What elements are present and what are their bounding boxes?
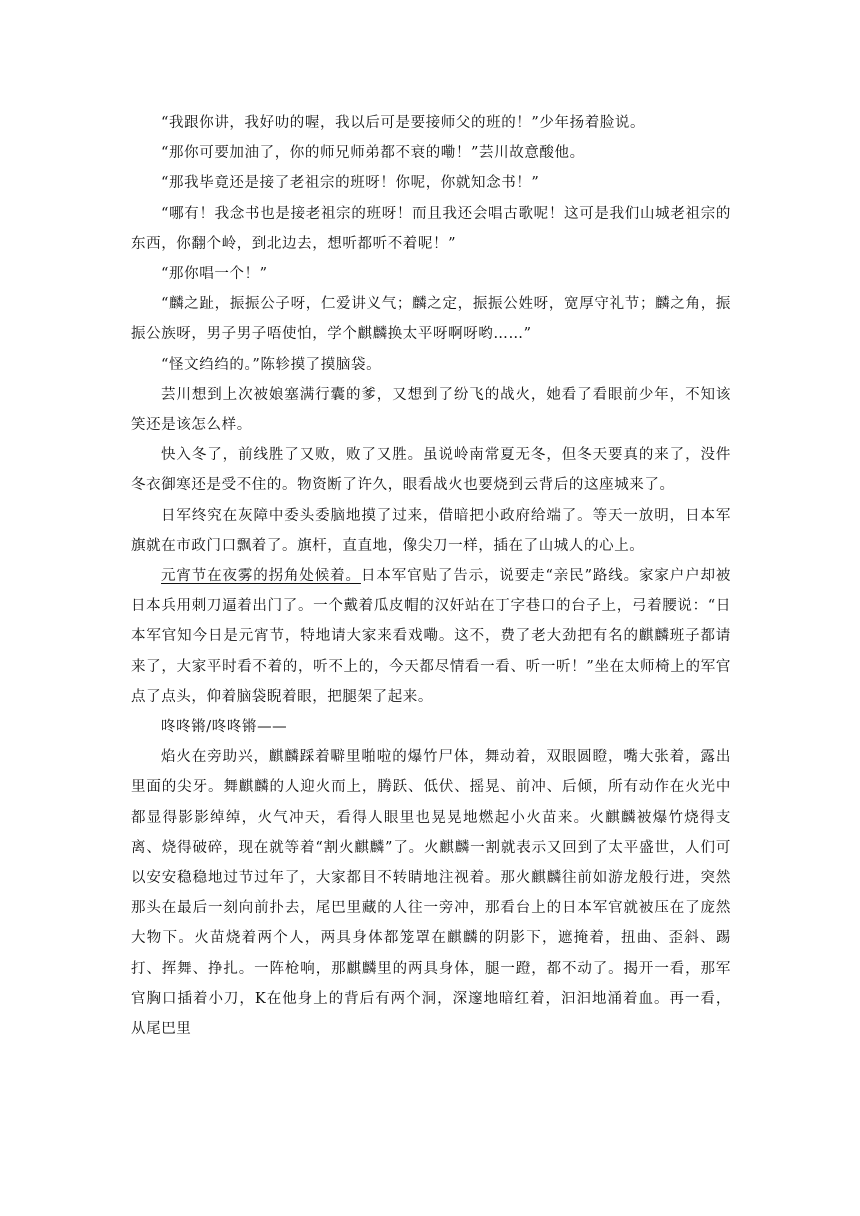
paragraph-narration-1: 芸川想到上次被娘塞满行囊的爹，又想到了纷飞的战火，她看了看眼前少年，不知该笑还是该怎么样。 <box>131 386 731 434</box>
paragraph-dialogue-2: “那你可要加油了，你的师兄师弟都不衰的嘞！”芸川故意酸他。 <box>161 145 585 162</box>
paragraph-song-lyrics: “麟之趾，振振公子呀，仁爱讲义气；麟之定，振振公姓呀，宽厚守礼节；麟之角，振振公族呀，男子男子唔使怕，学个麒麟换太平呀啊呀哟……” <box>131 296 731 343</box>
paragraph-dialogue-4: “哪有！我念书也是接老祖宗的班呀！而且我还会唱古歌呢！这可是我们山城老祖宗的东西，你翻个岭，到北边去，想听都听不着呢！” <box>131 205 731 252</box>
paragraph-fire-qilin: 焰火在旁助兴，麒麟踩着噼里啪啦的爆竹尸体，舞动着，双眼圆瞪，嘴大张着，露出里面的尖牙。舞麒麟的人迎火而上，腾跃、低伏、摇晃、前冲、后倾，所有动作在火光中都显得影影绰绰，火气冲天，看得人眼里也晃晃地燃起小火苗来。火麒麟被爆竹烧得支离、烧得破碎，现在就等着“割火麒麟”了。火麒麟一割就表示又回到了太平盛世，人们可以安安稳稳地过节过年了，大家都目不转睛地注视着。那火麒麟往前如游龙般行进，突然那头在最后一刻向前扑去，尾巴里藏的人往一旁冲，那看台上的日本军官就被压在了庞然大物下。火苗烧着两个人，两具身体都笼罩在麒麟的阴影下，遮掩着，扭曲、歪斜、踢打、挥舞、挣扎。一阵枪响，那麒麟里的两具身体，腿一蹬，都不动了。揭开一看，那军官胸口插着小刀，K在他身上的背后有两个洞，深邃地暗红着，汩汩地涌着血。再一看，从尾巴里 <box>131 749 731 1038</box>
paragraph-drum-sound: 咚咚锵/咚咚锵—— <box>161 719 288 736</box>
paragraph-dialogue-1: “我跟你讲，我好叻的喔，我以后可是要接师父的班的！”少年扬着脸说。 <box>161 115 646 131</box>
story-text <box>131 108 731 1044</box>
paragraph-dialogue-5: “那你唱一个！” <box>161 266 268 283</box>
paragraph-dialogue-3: “那我毕竟还是接了老祖宗的班呀！你呢，你就知念书！” <box>161 175 540 192</box>
paragraph-lantern-festival-rest: 日本军官贴了告示，说要走“亲民”路线。家家户户却被日本兵用刺刀逼着出门了。一个戴着瓜皮帽的汉奸站在丁字巷口的台子上，弓着腰说：“日本军官知今日是元宵节，特地请大家来看戏嘞。这不，费了老大劲把有名的麒麟班子都请来了，大家平时看不着的，听不上的，今天都尽情看一看、听一听！”坐在太师椅上的军官点了点头，仰着脑袋睨着眼，把腿架了起来。 <box>131 568 731 705</box>
paragraph-dialogue-6: “怪文绉绉的。”陈轸摸了摸脑袋。 <box>161 356 382 373</box>
paragraph-lantern-festival <box>131 561 731 712</box>
paragraph-narration-3: 日军终究在灰障中委头委脑地摸了过来，借暗把小政府给端了。等天一放明，日本军旗就在市政门口飘着了。旗杆，直直地，像尖刀一样，插在了山城人的心上。 <box>131 507 731 554</box>
paragraph-narration-2: 快入冬了，前线胜了又败，败了又胜。虽说岭南常夏无冬，但冬天要真的来了，没件冬衣御寒还是受不住的。物资断了许久，眼看战火也要烧到云背后的这座城来了。 <box>131 447 731 494</box>
underlined-sentence: 元宵节在夜雾的拐角处候着。 <box>161 568 361 585</box>
